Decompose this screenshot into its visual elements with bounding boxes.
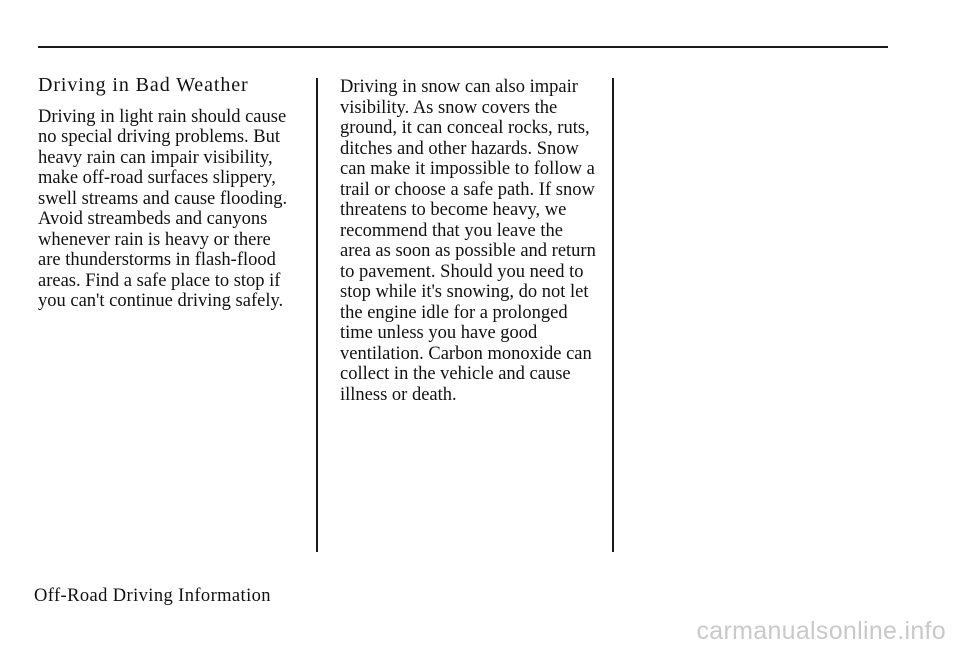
column-divider bbox=[316, 78, 318, 552]
text-line: Driving in snow can also impair bbox=[340, 77, 578, 97]
text-line: can make it impossible to follow a bbox=[340, 159, 595, 179]
text-line: to pavement. Should you need to bbox=[340, 261, 584, 282]
text-line: ground, it can conceal rocks, ruts, bbox=[340, 118, 590, 138]
left-column-text bbox=[38, 107, 300, 312]
text-line: make off-road surfaces slippery, bbox=[38, 168, 276, 188]
text-line: recommend that you leave the bbox=[340, 220, 563, 241]
text-line: are thunderstorms in flash-flood bbox=[38, 250, 276, 270]
left-column bbox=[38, 75, 300, 312]
page-footer: Off-Road Driving Information bbox=[34, 586, 271, 606]
text-line: time unless you have good bbox=[340, 323, 538, 343]
text-line: area as soon as possible and return bbox=[340, 241, 596, 261]
text-line: trail or choose a safe path. If snow bbox=[340, 179, 595, 200]
text-line: whenever rain is heavy or there bbox=[38, 229, 271, 250]
top-rule bbox=[38, 46, 888, 48]
text-line: swell streams and cause flooding. bbox=[38, 188, 288, 209]
text-line: collect in the vehicle and cause bbox=[340, 364, 571, 384]
text-line: you can't continue driving safely. bbox=[38, 291, 284, 311]
text-line: the engine idle for a prolonged bbox=[340, 302, 568, 323]
text-line: heavy rain can impair visibility, bbox=[38, 147, 273, 168]
text-line: stop while it's snowing, do not let bbox=[340, 282, 589, 302]
watermark: carmanualsonline.info bbox=[696, 617, 946, 645]
text-line: visibility. As snow covers the bbox=[340, 97, 558, 118]
column-divider bbox=[612, 78, 614, 552]
text-line: Driving in light rain should cause bbox=[38, 106, 287, 127]
text-line: illness or death. bbox=[340, 384, 457, 405]
text-line: Avoid streambeds and canyons bbox=[38, 209, 268, 229]
middle-column bbox=[340, 77, 602, 405]
text-line: ditches and other hazards. Snow bbox=[340, 138, 579, 159]
text-line: threatens to become heavy, we bbox=[340, 200, 567, 220]
text-line: areas. Find a safe place to stop if bbox=[38, 270, 281, 291]
section-title: Driving in Bad Weather bbox=[38, 74, 249, 96]
text-line: no special driving problems. But bbox=[38, 127, 281, 147]
text-line: ventilation. Carbon monoxide can bbox=[340, 343, 592, 364]
